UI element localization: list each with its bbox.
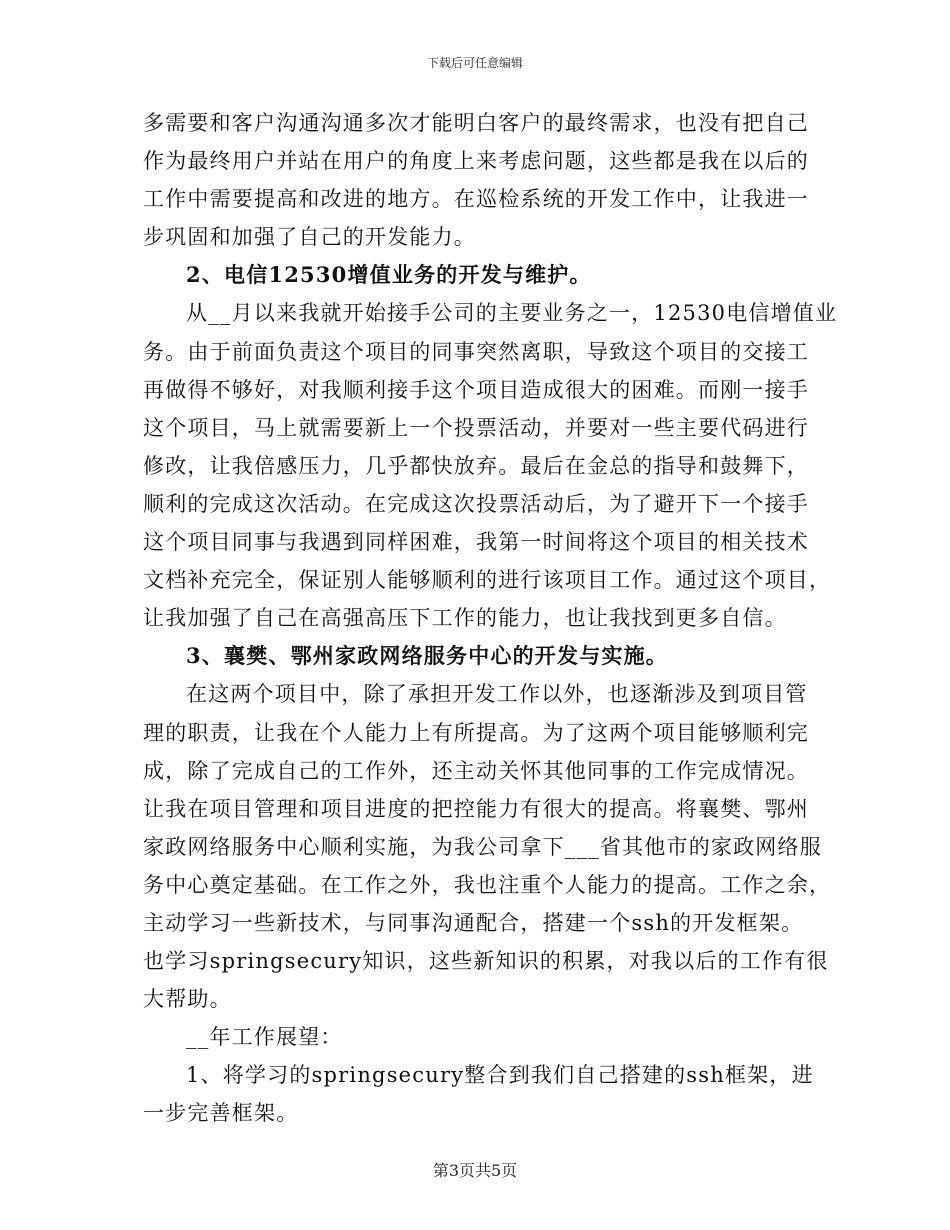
text-line: 务中心奠定基础。在工作之外，我也注重个人能力的提高。工作之余， <box>143 872 832 897</box>
text-line: 这个项目，马上就需要新上一个投票活动，并要对一些主要代码进行 <box>143 415 809 440</box>
text-line: 作为最终用户并站在用户的角度上来考虑问题，这些都是我在以后的 <box>143 149 809 174</box>
text-line: 这个项目同事与我遇到同样困难，我第一时间将这个项目的相关技术 <box>143 530 809 555</box>
text-line: 多需要和客户沟通沟通多次才能明白客户的最终需求，也没有把自己 <box>143 111 809 135</box>
text-line: 让我在项目管理和项目进度的把控能力有很大的提高。将襄樊、鄂州 <box>143 796 809 821</box>
text-line: 文档补充完全，保证别人能够顺利的进行该项目工作。通过这个项目， <box>143 568 832 593</box>
page-footer: 第3页共5页 <box>432 1161 518 1180</box>
text-line: 主动学习一些新技术，与同事沟通配合，搭建一个ssh的开发框架。 <box>143 910 804 935</box>
section-heading: 2、电信12530增值业务的开发与维护。 <box>186 262 592 288</box>
text-line: 工作中需要提高和改进的地方。在巡检系统的开发工作中，让我进一 <box>143 187 809 212</box>
text-line: 成，除了完成自己的工作外，还主动关怀其他同事的工作完成情况。 <box>143 758 809 783</box>
text-line: 大帮助。 <box>143 987 232 1012</box>
text-line: 务。由于前面负责这个项目的同事突然离职，导致这个项目的交接工 <box>143 339 809 364</box>
section-heading: 3、襄樊、鄂州家政网络服务中心的开发与实施。 <box>186 643 669 669</box>
text-line: 从__月以来我就开始接手公司的主要业务之一，12530电信增值业 <box>186 301 838 326</box>
text-line: 让我加强了自己在高强高压下工作的能力，也让我找到更多自信。 <box>143 606 787 631</box>
text-line: 顺利的完成这次活动。在完成这次投票活动后，为了避开下一个接手 <box>143 491 809 516</box>
text-line: __年工作展望： <box>186 1025 343 1050</box>
page-header: 下载后可任意编辑 <box>426 56 523 70</box>
text-line: 步巩固和加强了自己的开发能力。 <box>143 225 476 250</box>
document-body <box>143 104 838 1133</box>
text-line: 家政网络服务中心顺利实施，为我公司拿下___省其他市的家政网络服 <box>143 834 822 859</box>
text-line: 也学习springsecury知识，这些新知识的积累，对我以后的工作有很 <box>143 949 829 974</box>
text-line: 一步完善框架。 <box>143 1101 299 1126</box>
text-line: 在这两个项目中，除了承担开发工作以外，也逐渐涉及到项目管 <box>186 682 808 707</box>
text-line: 再做得不够好，对我顺利接手这个项目造成很大的困难。而刚一接手 <box>143 377 809 402</box>
text-line: 1、将学习的springsecury整合到我们自己搭建的ssh框架，进 <box>186 1063 814 1088</box>
text-line: 理的职责，让我在个人能力上有所提高。为了这两个项目能够顺利完 <box>143 720 809 745</box>
text-line: 修改，让我倍感压力，几乎都快放弃。最后在金总的指导和鼓舞下， <box>143 453 809 478</box>
